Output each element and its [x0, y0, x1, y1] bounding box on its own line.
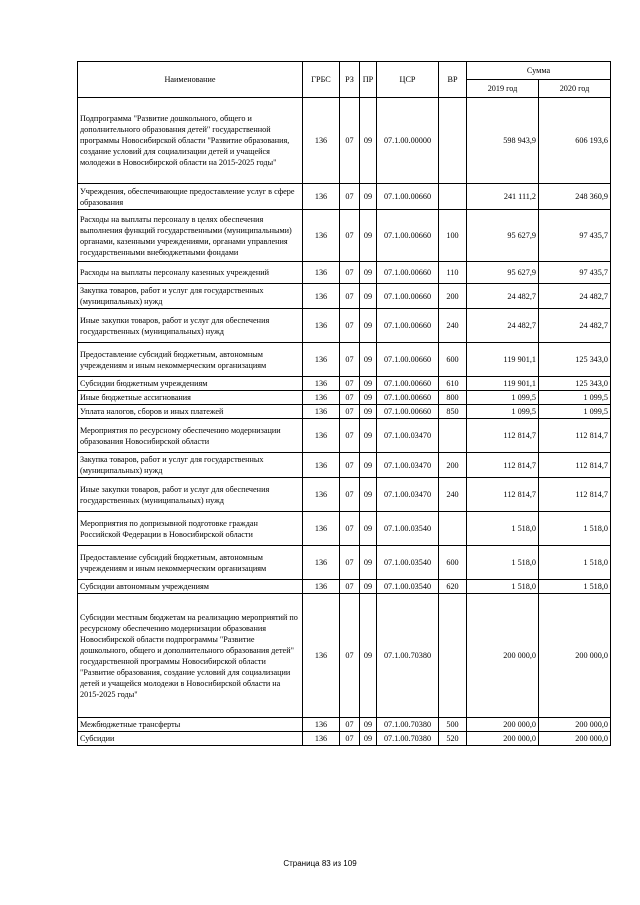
- row-sum-2020: 24 482,7: [539, 284, 611, 309]
- row-name: Межбюджетные трансферты: [78, 718, 303, 732]
- row-sum-2019: 1 518,0: [467, 580, 539, 594]
- row-sum-2019: 241 111,2: [467, 184, 539, 210]
- table-row: [78, 98, 611, 184]
- row-csr: 07.1.00.70380: [377, 718, 439, 732]
- row-sum-2020: 97 435,7: [539, 210, 611, 262]
- row-pr: 09: [360, 546, 377, 580]
- row-name: Субсидии: [78, 732, 303, 746]
- header-pr: ПР: [360, 62, 377, 98]
- row-vr: [439, 184, 467, 210]
- row-sum-2019: 112 814,7: [467, 478, 539, 512]
- row-pr: 09: [360, 732, 377, 746]
- row-grbs: 136: [303, 478, 340, 512]
- table-row: [78, 284, 611, 309]
- table-row: [78, 405, 611, 419]
- row-name: Закупка товаров, работ и услуг для государственных (муниципальных) нужд: [78, 453, 303, 478]
- table-row: [78, 453, 611, 478]
- row-sum-2020: 1 518,0: [539, 512, 611, 546]
- header-2019: 2019 год: [467, 80, 539, 98]
- row-name: Закупка товаров, работ и услуг для государственных (муниципальных) нужд: [78, 284, 303, 309]
- row-grbs: 136: [303, 343, 340, 377]
- row-grbs: 136: [303, 184, 340, 210]
- row-pr: 09: [360, 478, 377, 512]
- row-sum-2020: 125 343,0: [539, 343, 611, 377]
- row-rz: 07: [340, 718, 360, 732]
- row-vr: 800: [439, 391, 467, 405]
- row-pr: 09: [360, 718, 377, 732]
- header-name: Наименование: [78, 62, 303, 98]
- row-grbs: 136: [303, 453, 340, 478]
- table-row: [78, 391, 611, 405]
- row-vr: 620: [439, 580, 467, 594]
- row-vr: 610: [439, 377, 467, 391]
- row-sum-2020: 112 814,7: [539, 419, 611, 453]
- table-row: [78, 478, 611, 512]
- row-pr: 09: [360, 377, 377, 391]
- row-csr: 07.1.00.70380: [377, 732, 439, 746]
- row-sum-2020: 112 814,7: [539, 453, 611, 478]
- budget-table: [77, 61, 611, 746]
- row-rz: 07: [340, 262, 360, 284]
- row-rz: 07: [340, 184, 360, 210]
- row-name: Иные закупки товаров, работ и услуг для обеспечения государственных (муниципальных) нужд: [78, 309, 303, 343]
- row-grbs: 136: [303, 210, 340, 262]
- row-pr: 09: [360, 580, 377, 594]
- row-vr: [439, 512, 467, 546]
- row-vr: 600: [439, 546, 467, 580]
- row-csr: 07.1.00.03470: [377, 478, 439, 512]
- row-grbs: 136: [303, 391, 340, 405]
- row-vr: [439, 419, 467, 453]
- row-sum-2019: 200 000,0: [467, 594, 539, 718]
- row-sum-2019: 112 814,7: [467, 453, 539, 478]
- row-rz: 07: [340, 343, 360, 377]
- row-rz: 07: [340, 478, 360, 512]
- row-sum-2019: 112 814,7: [467, 419, 539, 453]
- row-rz: 07: [340, 453, 360, 478]
- row-sum-2019: 119 901,1: [467, 377, 539, 391]
- row-sum-2019: 119 901,1: [467, 343, 539, 377]
- row-sum-2020: 125 343,0: [539, 377, 611, 391]
- row-grbs: 136: [303, 512, 340, 546]
- row-sum-2020: 606 193,6: [539, 98, 611, 184]
- row-rz: 07: [340, 210, 360, 262]
- row-vr: 500: [439, 718, 467, 732]
- row-sum-2019: 95 627,9: [467, 210, 539, 262]
- row-vr: 240: [439, 478, 467, 512]
- row-sum-2020: 1 099,5: [539, 391, 611, 405]
- row-grbs: 136: [303, 546, 340, 580]
- row-vr: 240: [439, 309, 467, 343]
- row-sum-2020: 1 099,5: [539, 405, 611, 419]
- row-name: Субсидии местным бюджетам на реализацию мероприятий по ресурсному обеспечению модернизации образования Новосибирской области подпрограммы "Развитие дошкольного, общего и дополнительного образования детей" государственной программы Новосибирской области "Развитие образования, создание условий для социализации детей и учащейся молодежи в Новосибирской области на 2015-2025 годы": [78, 594, 303, 718]
- row-rz: 07: [340, 594, 360, 718]
- row-sum-2019: 598 943,9: [467, 98, 539, 184]
- row-vr: 200: [439, 284, 467, 309]
- header-csr: ЦСР: [377, 62, 439, 98]
- row-csr: 07.1.00.70380: [377, 594, 439, 718]
- row-vr: 100: [439, 210, 467, 262]
- header-grbs: ГРБС: [303, 62, 340, 98]
- row-csr: 07.1.00.03470: [377, 453, 439, 478]
- table-row: [78, 309, 611, 343]
- row-rz: 07: [340, 391, 360, 405]
- row-pr: 09: [360, 405, 377, 419]
- row-name: Мероприятия по ресурсному обеспечению модернизации образования Новосибирской области: [78, 419, 303, 453]
- row-sum-2019: 200 000,0: [467, 718, 539, 732]
- row-sum-2020: 248 360,9: [539, 184, 611, 210]
- row-pr: 09: [360, 284, 377, 309]
- row-rz: 07: [340, 405, 360, 419]
- row-csr: 07.1.00.00660: [377, 405, 439, 419]
- row-grbs: 136: [303, 419, 340, 453]
- row-sum-2019: 24 482,7: [467, 309, 539, 343]
- row-name: Учреждения, обеспечивающие предоставление услуг в сфере образования: [78, 184, 303, 210]
- row-sum-2020: 1 518,0: [539, 580, 611, 594]
- row-sum-2019: 1 518,0: [467, 546, 539, 580]
- table-row: [78, 343, 611, 377]
- row-csr: 07.1.00.03540: [377, 580, 439, 594]
- row-pr: 09: [360, 419, 377, 453]
- row-grbs: 136: [303, 98, 340, 184]
- row-rz: 07: [340, 732, 360, 746]
- row-grbs: 136: [303, 732, 340, 746]
- row-sum-2020: 1 518,0: [539, 546, 611, 580]
- row-grbs: 136: [303, 718, 340, 732]
- row-grbs: 136: [303, 405, 340, 419]
- row-pr: 09: [360, 262, 377, 284]
- row-grbs: 136: [303, 309, 340, 343]
- row-rz: 07: [340, 546, 360, 580]
- row-rz: 07: [340, 98, 360, 184]
- row-sum-2020: 97 435,7: [539, 262, 611, 284]
- row-name: Подпрограмма "Развитие дошкольного, общего и дополнительного образования детей" государственной программы Новосибирской области "Развитие образования, создание условий для социализации детей и учащейся молодежи в Новосибирской области на 2015-2025 годы": [78, 98, 303, 184]
- row-rz: 07: [340, 377, 360, 391]
- table-row: [78, 594, 611, 718]
- table-row: [78, 546, 611, 580]
- row-grbs: 136: [303, 284, 340, 309]
- header-vr: ВР: [439, 62, 467, 98]
- row-csr: 07.1.00.00660: [377, 377, 439, 391]
- table-row: [78, 210, 611, 262]
- row-pr: 09: [360, 184, 377, 210]
- row-csr: 07.1.00.00660: [377, 391, 439, 405]
- table-row: [78, 512, 611, 546]
- row-vr: 850: [439, 405, 467, 419]
- row-sum-2020: 200 000,0: [539, 718, 611, 732]
- table-body: [78, 98, 611, 746]
- row-sum-2020: 200 000,0: [539, 732, 611, 746]
- table-row: [78, 377, 611, 391]
- row-pr: 09: [360, 98, 377, 184]
- row-grbs: 136: [303, 377, 340, 391]
- row-grbs: 136: [303, 262, 340, 284]
- row-pr: 09: [360, 594, 377, 718]
- table-row: [78, 419, 611, 453]
- row-rz: 07: [340, 284, 360, 309]
- row-rz: 07: [340, 419, 360, 453]
- row-pr: 09: [360, 309, 377, 343]
- row-name: Расходы на выплаты персоналу в целях обеспечения выполнения функций государственными (муниципальными) органами, казенными учреждениями, органами управления государственными внебюджетными фондами: [78, 210, 303, 262]
- row-vr: [439, 98, 467, 184]
- row-csr: 07.1.00.03540: [377, 512, 439, 546]
- row-rz: 07: [340, 512, 360, 546]
- table-row: [78, 262, 611, 284]
- row-sum-2019: 1 099,5: [467, 405, 539, 419]
- row-name: Предоставление субсидий бюджетным, автономным учреждениям и иным некоммерческим организациям: [78, 546, 303, 580]
- row-csr: 07.1.00.00660: [377, 262, 439, 284]
- row-name: Субсидии автономным учреждениям: [78, 580, 303, 594]
- row-name: Расходы на выплаты персоналу казенных учреждений: [78, 262, 303, 284]
- row-vr: 110: [439, 262, 467, 284]
- table-row: [78, 732, 611, 746]
- row-csr: 07.1.00.00660: [377, 184, 439, 210]
- table-row: [78, 184, 611, 210]
- row-pr: 09: [360, 343, 377, 377]
- row-sum-2019: 1 518,0: [467, 512, 539, 546]
- row-csr: 07.1.00.00660: [377, 284, 439, 309]
- row-name: Иные бюджетные ассигнования: [78, 391, 303, 405]
- header-2020: 2020 год: [539, 80, 611, 98]
- row-vr: 600: [439, 343, 467, 377]
- row-name: Уплата налогов, сборов и иных платежей: [78, 405, 303, 419]
- row-pr: 09: [360, 210, 377, 262]
- row-csr: 07.1.00.03540: [377, 546, 439, 580]
- row-name: Субсидии бюджетным учреждениям: [78, 377, 303, 391]
- row-sum-2019: 95 627,9: [467, 262, 539, 284]
- row-sum-2020: 200 000,0: [539, 594, 611, 718]
- row-name: Мероприятия по допризывной подготовке граждан Российской Федерации в Новосибирской области: [78, 512, 303, 546]
- row-csr: 07.1.00.00000: [377, 98, 439, 184]
- row-pr: 09: [360, 453, 377, 478]
- row-sum-2020: 24 482,7: [539, 309, 611, 343]
- table-row: [78, 580, 611, 594]
- row-name: Иные закупки товаров, работ и услуг для обеспечения государственных (муниципальных) нужд: [78, 478, 303, 512]
- row-csr: 07.1.00.00660: [377, 309, 439, 343]
- row-sum-2020: 112 814,7: [539, 478, 611, 512]
- row-vr: 200: [439, 453, 467, 478]
- row-sum-2019: 24 482,7: [467, 284, 539, 309]
- row-rz: 07: [340, 580, 360, 594]
- row-name: Предоставление субсидий бюджетным, автономным учреждениям и иным некоммерческим организациям: [78, 343, 303, 377]
- row-csr: 07.1.00.03470: [377, 419, 439, 453]
- row-vr: [439, 594, 467, 718]
- row-vr: 520: [439, 732, 467, 746]
- row-grbs: 136: [303, 594, 340, 718]
- row-grbs: 136: [303, 580, 340, 594]
- row-sum-2019: 200 000,0: [467, 732, 539, 746]
- row-csr: 07.1.00.00660: [377, 343, 439, 377]
- page-footer: Страница 83 из 109: [283, 859, 357, 868]
- row-pr: 09: [360, 512, 377, 546]
- header-sum: Сумма: [467, 62, 611, 80]
- header-rz: РЗ: [340, 62, 360, 98]
- row-rz: 07: [340, 309, 360, 343]
- table-row: [78, 718, 611, 732]
- row-pr: 09: [360, 391, 377, 405]
- row-csr: 07.1.00.00660: [377, 210, 439, 262]
- row-sum-2019: 1 099,5: [467, 391, 539, 405]
